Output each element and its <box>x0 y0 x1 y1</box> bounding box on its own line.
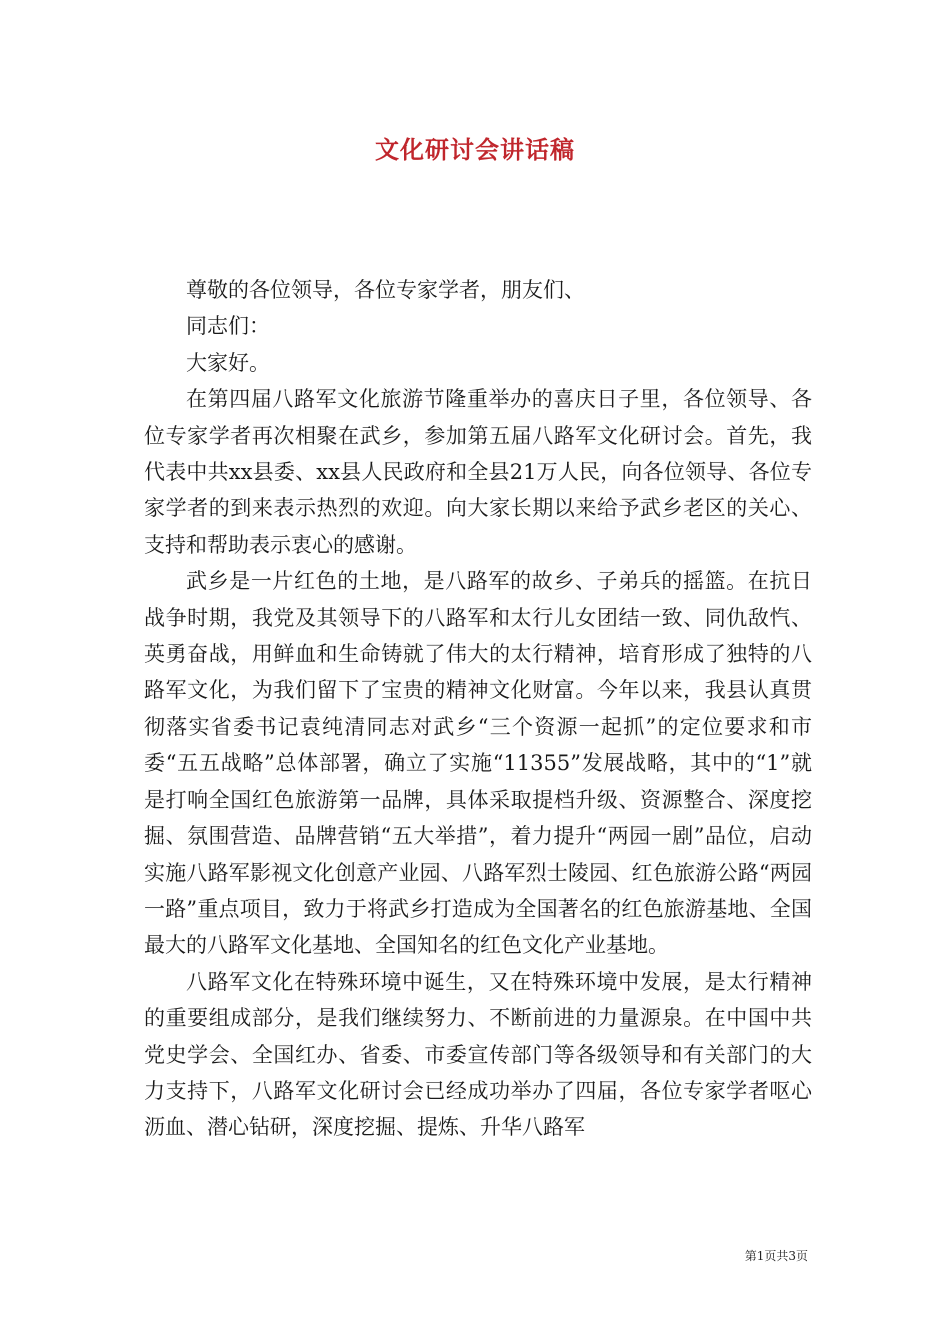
paragraph: 武乡是一片红色的土地，是八路军的故乡、子弟兵的摇篮。在抗日战争时期，我党及其领导下的八路军和太行儿女团结一致、同仇敌忾、英勇奋战，用鲜血和生命铸就了伟大的太行精神，培育形成了独特的八路军文化，为我们留下了宝贵的精神文化财富。今年以来，我县认真贯彻落实省委书记袁纯清同志对武乡“三个资源一起抓”的定位要求和市委“五五战略”总体部署，确立了实施“11355”发展战略，其中的“1”就是打响全国红色旅游第一品牌，具体采取提档升级、资源整合、深度挖掘、氛围营造、品牌营销“五大举措”，着力提升“两园一剧”品位，启动实施八路军影视文化创意产业园、八路军烈士陵园、红色旅游公路“两园一路”重点项目，致力于将武乡打造成为全国著名的红色旅游基地、全国最大的八路军文化基地、全国知名的红色文化产业基地。 <box>144 569 812 958</box>
document-body <box>144 272 812 1146</box>
paragraph: 八路军文化在特殊环境中诞生，又在特殊环境中发展，是太行精神的重要组成部分，是我们继续努力、不断前进的力量源泉。在中国中共党史学会、全国红办、省委、市委宣传部门等各级领导和有关部门的大力支持下，八路军文化研讨会已经成功举办了四届，各位专家学者呕心沥血、潜心钻研，深度挖掘、提炼、升华八路军 <box>144 969 812 1140</box>
greeting: 大家好。 <box>186 350 270 375</box>
salutation-line: 尊敬的各位领导，各位专家学者，朋友们、 <box>186 278 585 302</box>
document-title: 文化研讨会讲话稿 <box>375 135 575 164</box>
page-number: 第1页共3页 <box>744 1249 808 1263</box>
paragraph: 在第四届八路军文化旅游节隆重举办的喜庆日子里，各位领导、各位专家学者再次相聚在武乡，参加第五届八路军文化研讨会。首先，我代表中共xx县委、xx县人民政府和全县21万人民，向各位领导、各位专家学者的到来表示热烈的欢迎。向大家长期以来给予武乡老区的关心、支持和帮助表示衷心的感谢。 <box>144 387 812 557</box>
salutation-line-continued: 同志们： <box>186 314 270 339</box>
